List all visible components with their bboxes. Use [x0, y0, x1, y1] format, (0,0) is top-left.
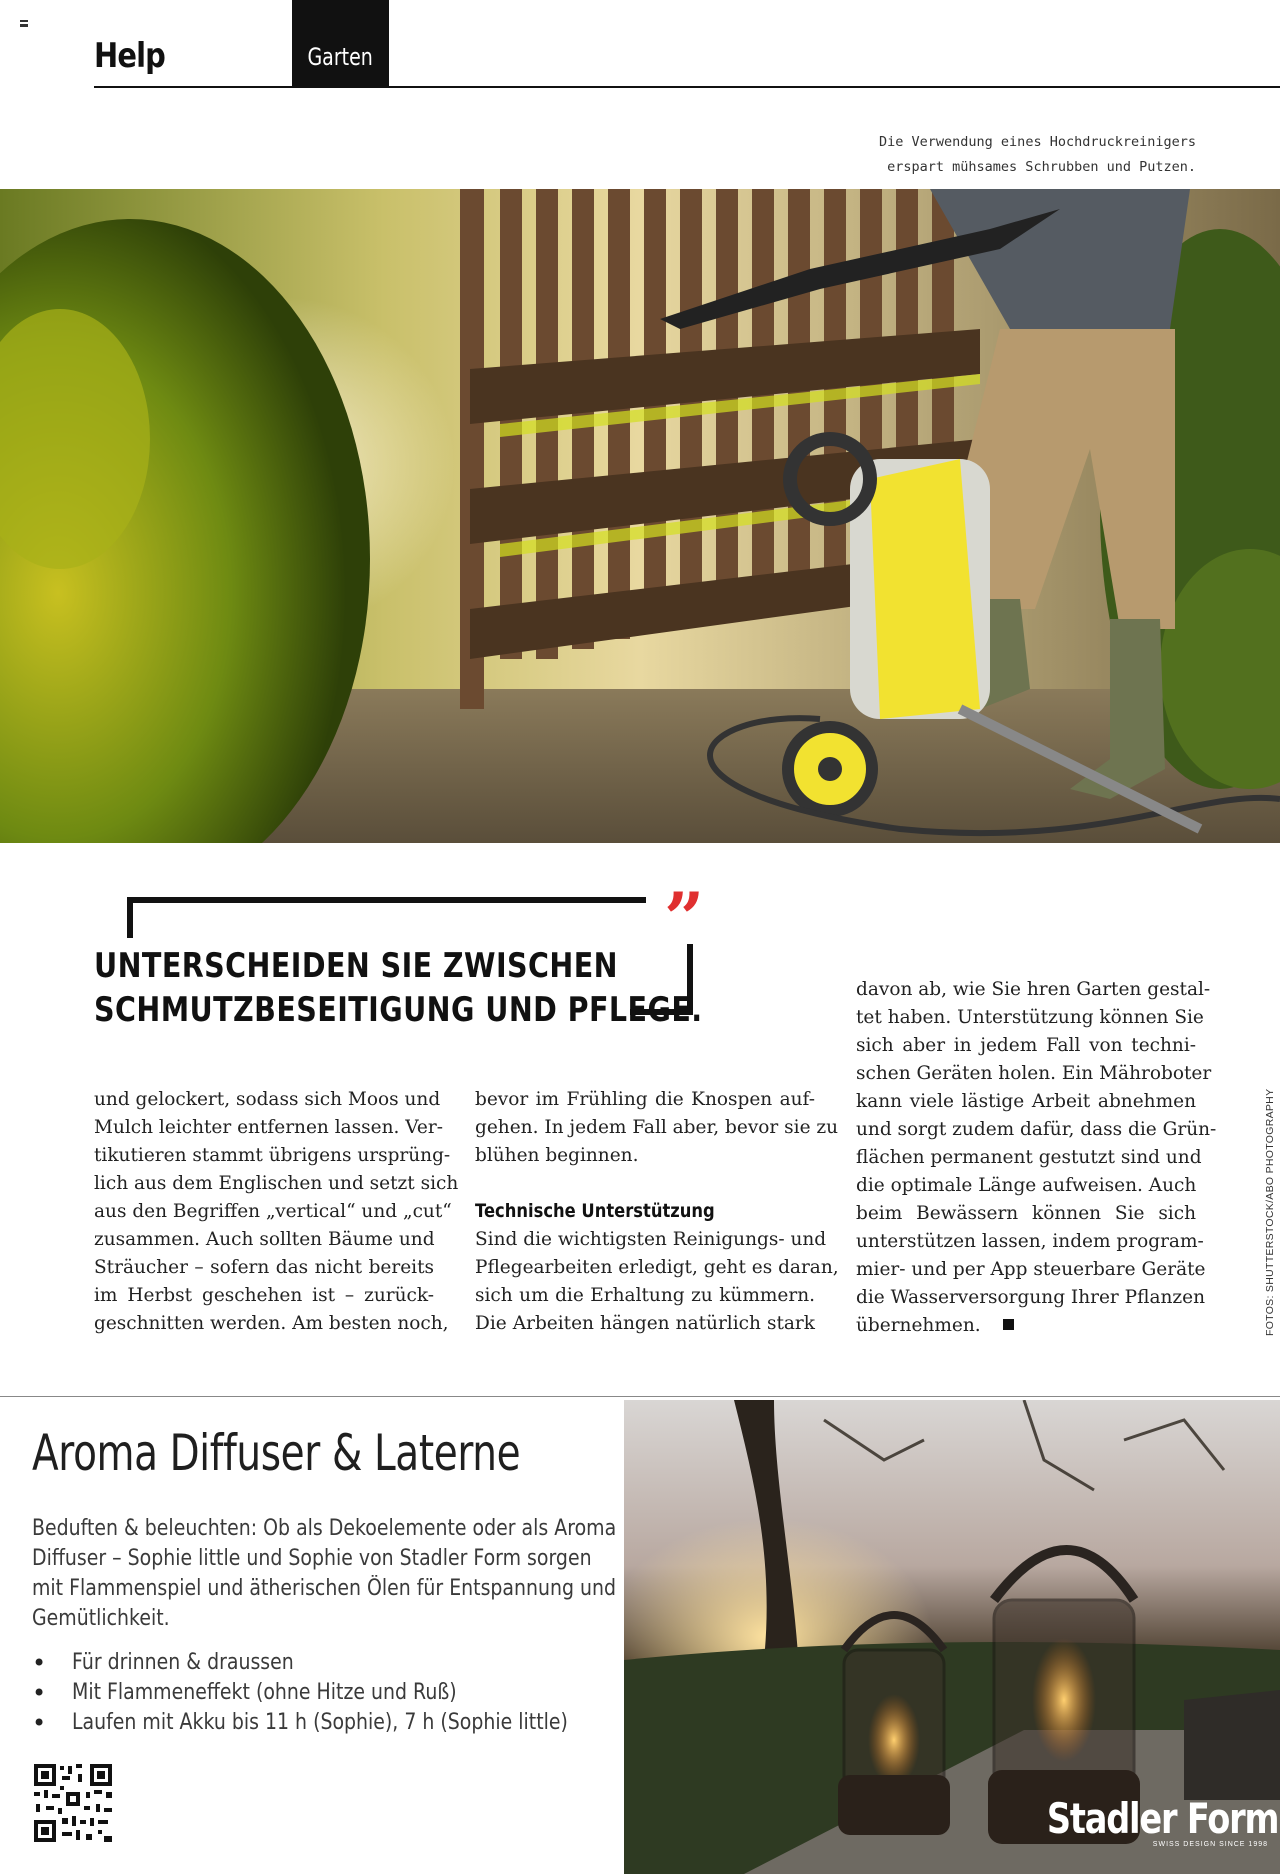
hero-caption	[876, 130, 1196, 180]
article-column-1	[94, 1086, 459, 1338]
text-line: die Wasserversorgung Ihrer Pflanzen	[856, 1287, 1205, 1308]
quote-line: SCHMUTZBESEITIGUNG UND PFLEGE.	[94, 990, 703, 1030]
list-item-text: Mit Flammeneffekt (ohne Hitze und Ruß)	[72, 1680, 457, 1705]
text-line: kann viele lästige Arbeit abnehmen	[856, 1091, 1196, 1112]
list-item	[32, 1708, 649, 1738]
text-line: und gelockert, sodass sich Moos und	[94, 1089, 441, 1110]
list-item	[32, 1648, 649, 1678]
ad-feature-list	[32, 1648, 649, 1738]
article-column-3	[856, 976, 1217, 1340]
text-line: Sind die wichtigsten Reinigungs- und	[475, 1229, 827, 1250]
ad-title: Aroma Diffuser & Laterne	[32, 1424, 521, 1482]
text-line: beim Bewässern können Sie sich	[856, 1203, 1196, 1224]
text-line: Pflegearbeiten erledigt, geht es daran,	[475, 1257, 839, 1278]
photo-credit: FOTOS: SHUTTERSTOCK/ABO PHOTOGRAPHY	[1264, 1088, 1276, 1336]
hero-photo-pressure-washer	[0, 189, 1280, 843]
section-divider	[0, 1396, 1280, 1397]
text-line: gehen. In jedem Fall aber, bevor sie zu	[475, 1117, 839, 1138]
list-item	[32, 1678, 649, 1708]
text-line: unterstützen lassen, indem program-	[856, 1231, 1204, 1252]
list-item-text: Für drinnen & draussen	[72, 1650, 294, 1675]
ad-text-line: Gemütlichkeit.	[32, 1606, 170, 1631]
list-item-text: Laufen mit Akku bis 11 h (Sophie), 7 h (Sophie little)	[72, 1710, 568, 1735]
quote-mark-icon: ”	[664, 877, 699, 960]
caption-line: erspart mühsames Schrubben und Putzen.	[887, 159, 1196, 175]
end-mark-icon	[1003, 1319, 1014, 1330]
text-line: die optimale Länge aufweisen. Auch	[856, 1175, 1197, 1196]
section-label: Help	[94, 36, 165, 76]
menu-icon[interactable]	[20, 20, 28, 27]
ad-text-line: Diffuser – Sophie little und Sophie von Stadler Form sorgen	[32, 1546, 592, 1571]
text-line: aus den Begriffen „vertical“ und „cut“	[94, 1201, 452, 1222]
text-line: blühen beginnen.	[475, 1145, 639, 1166]
article-column-2	[475, 1086, 839, 1338]
text-line: schen Geräten holen. Ein Mähroboter	[856, 1063, 1212, 1084]
text-line: flächen permanent gestutzt sind und	[856, 1147, 1202, 1168]
text-line: im Herbst geschehen ist – zurück-	[94, 1285, 434, 1306]
text-line: zusammen. Auch sollten Bäume und	[94, 1229, 435, 1250]
text-line	[856, 1312, 1196, 1340]
tab-label: Garten	[307, 43, 374, 71]
header-divider	[94, 86, 1280, 88]
qr-code[interactable]	[32, 1762, 114, 1844]
text-line: Die Arbeiten hängen natürlich stark	[475, 1313, 815, 1334]
text-line: lich aus dem Englischen und setzt sich	[94, 1173, 459, 1194]
text-line: und sorgt zudem dafür, dass die Grün-	[856, 1119, 1217, 1140]
text-line: bevor im Frühling die Knospen auf-	[475, 1089, 815, 1110]
text-line: davon ab, wie Sie hren Garten gestal-	[856, 979, 1211, 1000]
caption-line: Die Verwendung eines Hochdruckreinigers	[879, 134, 1196, 150]
ad-description	[32, 1514, 617, 1634]
text-line: geschnitten werden. Am besten noch,	[94, 1313, 449, 1334]
text-line: sich aber in jedem Fall von techni-	[856, 1035, 1196, 1056]
tab-garten[interactable]	[292, 0, 389, 86]
text-line: tikutieren stammt übrigens ursprüng-	[94, 1145, 451, 1166]
brand-name: Stadler Form	[1046, 1794, 1278, 1843]
ad-text-line: Beduften & beleuchten: Ob als Dekoelemente oder als Aroma	[32, 1516, 617, 1541]
brand-logo	[989, 1794, 1278, 1848]
brand-tagline: SWISS DESIGN SINCE 1998	[1152, 1841, 1268, 1848]
text-line: mier- und per App steuerbare Geräte	[856, 1259, 1206, 1280]
ad-text-line: mit Flammenspiel und ätherischen Ölen für Entspannung und	[32, 1576, 617, 1601]
quote-line: UNTERSCHEIDEN SIE ZWISCHEN	[94, 946, 618, 986]
text-line: sich um die Erhaltung zu kümmern.	[475, 1285, 815, 1306]
text-line: Sträucher – sofern das nicht bereits	[94, 1257, 434, 1278]
text-line-final: übernehmen.	[856, 1315, 981, 1336]
text-line: tet haben. Unterstützung können Sie	[856, 1007, 1204, 1028]
pull-quote	[94, 877, 714, 1034]
text-line: Mulch leichter entfernen lassen. Ver-	[94, 1117, 443, 1138]
article-subheading: Technische Unterstützung	[475, 1200, 715, 1222]
